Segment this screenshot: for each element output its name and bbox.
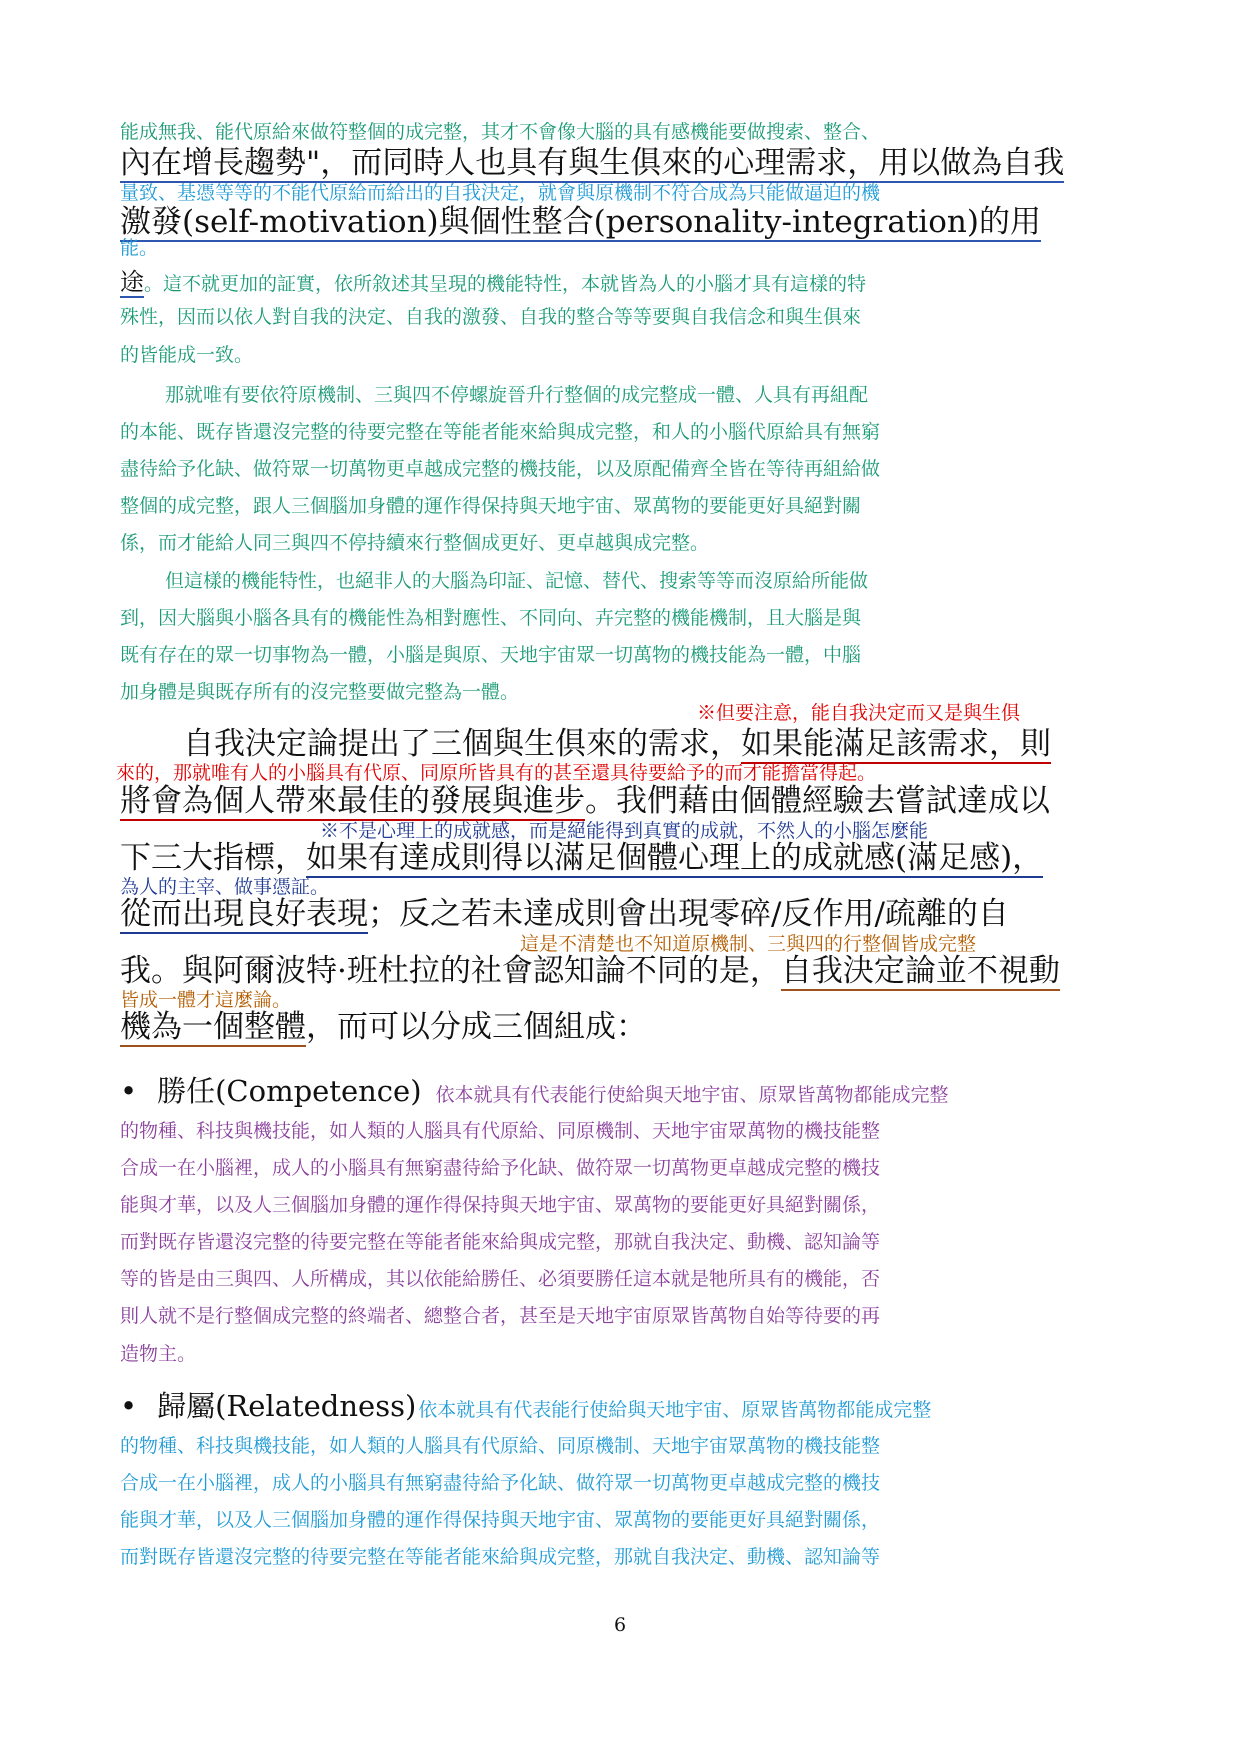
text-line: 那就唯有要依符原機制、三與四不停螺旋晉升行整個的成完整成一體、人具有再組配 xyxy=(165,384,869,406)
annotation-note: 來的，那就唯有人的小腦具有代原、同原所皆具有的甚至還具待要給予的而才能擔當得起。 xyxy=(116,762,877,784)
text-line: 既有存在的眾一切事物為一體，小腦是與原、天地宇宙眾一切萬物的機技能為一體，中腦 xyxy=(120,644,862,666)
text-line: 係，而才能給人同三與四不停持續來行整個成更好、更卓越與成完整。 xyxy=(120,532,710,554)
bullet-icon: • xyxy=(120,1074,138,1108)
text-line: 能成無我、能代原給來做符整個的成完整，其才不會像大腦的具有感機能要做搜索、整合、 xyxy=(120,121,881,143)
text-span: ；反之若未達成則會出現零碎/反作用/疏離的自 xyxy=(368,896,1009,932)
page-number: 6 xyxy=(613,1614,627,1636)
bullet-term: 勝任(Competence) xyxy=(157,1074,422,1108)
text-span: 。我們藉由個體經驗去嘗試達成以 xyxy=(585,783,1050,819)
underlined-text: 內在增長趨勢"，而同時人也具有與生俱來的心理需求，用以做為自我 xyxy=(120,145,1065,181)
text-line: 的物種、科技與機技能，如人類的人腦具有代原給、同原機制、天地宇宙眾萬物的機技能整 xyxy=(120,1435,881,1457)
text-line: 合成一在小腦裡，成人的小腦具有無窮盡待給予化缺、做符眾一切萬物更卓越成完整的機技 xyxy=(120,1472,881,1494)
bullet-item-competence xyxy=(120,1069,949,1110)
underlined-text: 如果能滿足該需求，則 xyxy=(741,726,1051,762)
text-line: 的物種、科技與機技能，如人類的人腦具有代原給、同原機制、天地宇宙眾萬物的機技能整 xyxy=(120,1120,881,1142)
text-line: 而對既存皆還沒完整的待要完整在等能者能來給與成完整，那就自我決定、動機、認知論等 xyxy=(120,1231,881,1253)
text-line: 整個的成完整，跟人三個腦加身體的運作得保持與天地宇宙、眾萬物的要能更好具絕對關 xyxy=(120,495,862,517)
text-line: 的本能、既存皆還沒完整的待要完整在等能者能來給與成完整，和人的小腦代原給具有無窮 xyxy=(120,421,881,443)
text-line xyxy=(120,888,1009,933)
annotation-note: 為人的主宰、做事憑証。 xyxy=(120,876,330,898)
text-line: 殊性，因而以依人對自我的決定、自我的激發、自我的整合等等要與自我信念和與生俱來 xyxy=(120,306,862,328)
text-line xyxy=(120,1001,647,1046)
text-line: 造物主。 xyxy=(120,1343,197,1365)
text-line xyxy=(120,137,1064,182)
text-line: 合成一在小腦裡，成人的小腦具有無窮盡待給予化缺、做符眾一切萬物更卓越成完整的機技 xyxy=(120,1157,881,1179)
text-line: 的皆能成一致。 xyxy=(120,344,254,366)
annotation-note: ※但要注意，能自我決定而又是與生俱 xyxy=(697,702,1021,724)
text-span: ，而可以分成三個組成： xyxy=(306,1009,647,1045)
underlined-text: 激發(self-motivation)與個性整合(personality-integration)的用 xyxy=(120,204,1041,240)
text-line: 能與才華，以及人三個腦加身體的運作得保持與天地宇宙、眾萬物的要能更好具絕對關係， xyxy=(120,1509,881,1531)
text-span: 。這不就更加的証實，依所敘述其呈現的機能特性，本就皆為人的小腦才具有這樣的特 xyxy=(144,273,867,295)
text-line: 但這樣的機能特性，也絕非人的大腦為印証、記憶、替代、搜索等等而沒原給所能做 xyxy=(165,570,869,592)
text-line: 等的皆是由三與四、人所構成，其以依能給勝任、必須要勝任這本就是牠所具有的機能，否 xyxy=(120,1268,881,1290)
text-line: 能與才華，以及人三個腦加身體的運作得保持與天地宇宙、眾萬物的要能更好具絕對關係， xyxy=(120,1194,881,1216)
text-line: 而對既存皆還沒完整的待要完整在等能者能來給與成完整，那就自我決定、動機、認知論等 xyxy=(120,1546,881,1568)
bullet-icon: • xyxy=(120,1389,138,1423)
text-line xyxy=(120,775,1050,820)
text-line: 加身體是與既存所有的沒完整要做完整為一體。 xyxy=(120,681,520,703)
text-span: 自我決定論提出了三個與生俱來的需求， xyxy=(183,726,741,762)
text-line xyxy=(120,262,866,297)
annotation-note: 皆成一體才這麼論。 xyxy=(120,989,292,1011)
text-line: 到，因大腦與小腦各具有的機能性為相對應性、不同向、卉完整的機能機制，且大腦是與 xyxy=(120,607,862,629)
bullet-desc: 依本就具有代表能行使給與天地宇宙、原眾皆萬物都能成完整 xyxy=(418,1399,932,1421)
bullet-item-relatedness xyxy=(120,1384,931,1425)
underlined-text: 從而出現良好表現 xyxy=(120,896,368,932)
bullet-term: 歸屬(Relatedness) xyxy=(157,1389,417,1423)
text-line xyxy=(120,832,1043,877)
text-line: 則人就不是行整個成完整的終端者、總整合者，甚至是天地宇宙原眾皆萬物自始等待要的再 xyxy=(120,1305,881,1327)
bullet-desc: 依本就具有代表能行使給與天地宇宙、原眾皆萬物都能成完整 xyxy=(435,1084,949,1106)
underlined-text: 自我決定論並不視動 xyxy=(780,953,1060,989)
annotation-note: ※不是心理上的成就感，而是絕能得到真實的成就，不然人的小腦怎麼能 xyxy=(320,820,929,842)
text-line xyxy=(120,945,1060,990)
text-line: 能。 xyxy=(120,237,159,259)
underlined-text: 將會為個人帶來最佳的發展與進步 xyxy=(120,783,585,819)
underlined-text: 途 xyxy=(120,268,144,296)
text-line xyxy=(183,718,1051,763)
text-span: 下三大指標， xyxy=(120,840,306,876)
text-line xyxy=(120,196,1041,241)
underlined-text: 機為一個整體 xyxy=(120,1009,306,1045)
underlined-text: 如果有達成則得以滿足個體心理上的成就感(滿足感)， xyxy=(306,840,1044,876)
text-line: 盡待給予化缺、做符眾一切萬物更卓越成完整的機技能，以及原配備齊全皆在等待再組給做 xyxy=(120,458,881,480)
text-line: 量致、基憑等等的不能代原給而給出的自我決定，就會與原機制不符合成為只能做逼迫的機 xyxy=(120,182,881,204)
annotation-note: 這是不清楚也不知道原機制、三與四的行整個皆成完整 xyxy=(520,933,977,955)
text-span: 我。與阿爾波特·班杜拉的社會認知論不同的是， xyxy=(120,953,781,989)
